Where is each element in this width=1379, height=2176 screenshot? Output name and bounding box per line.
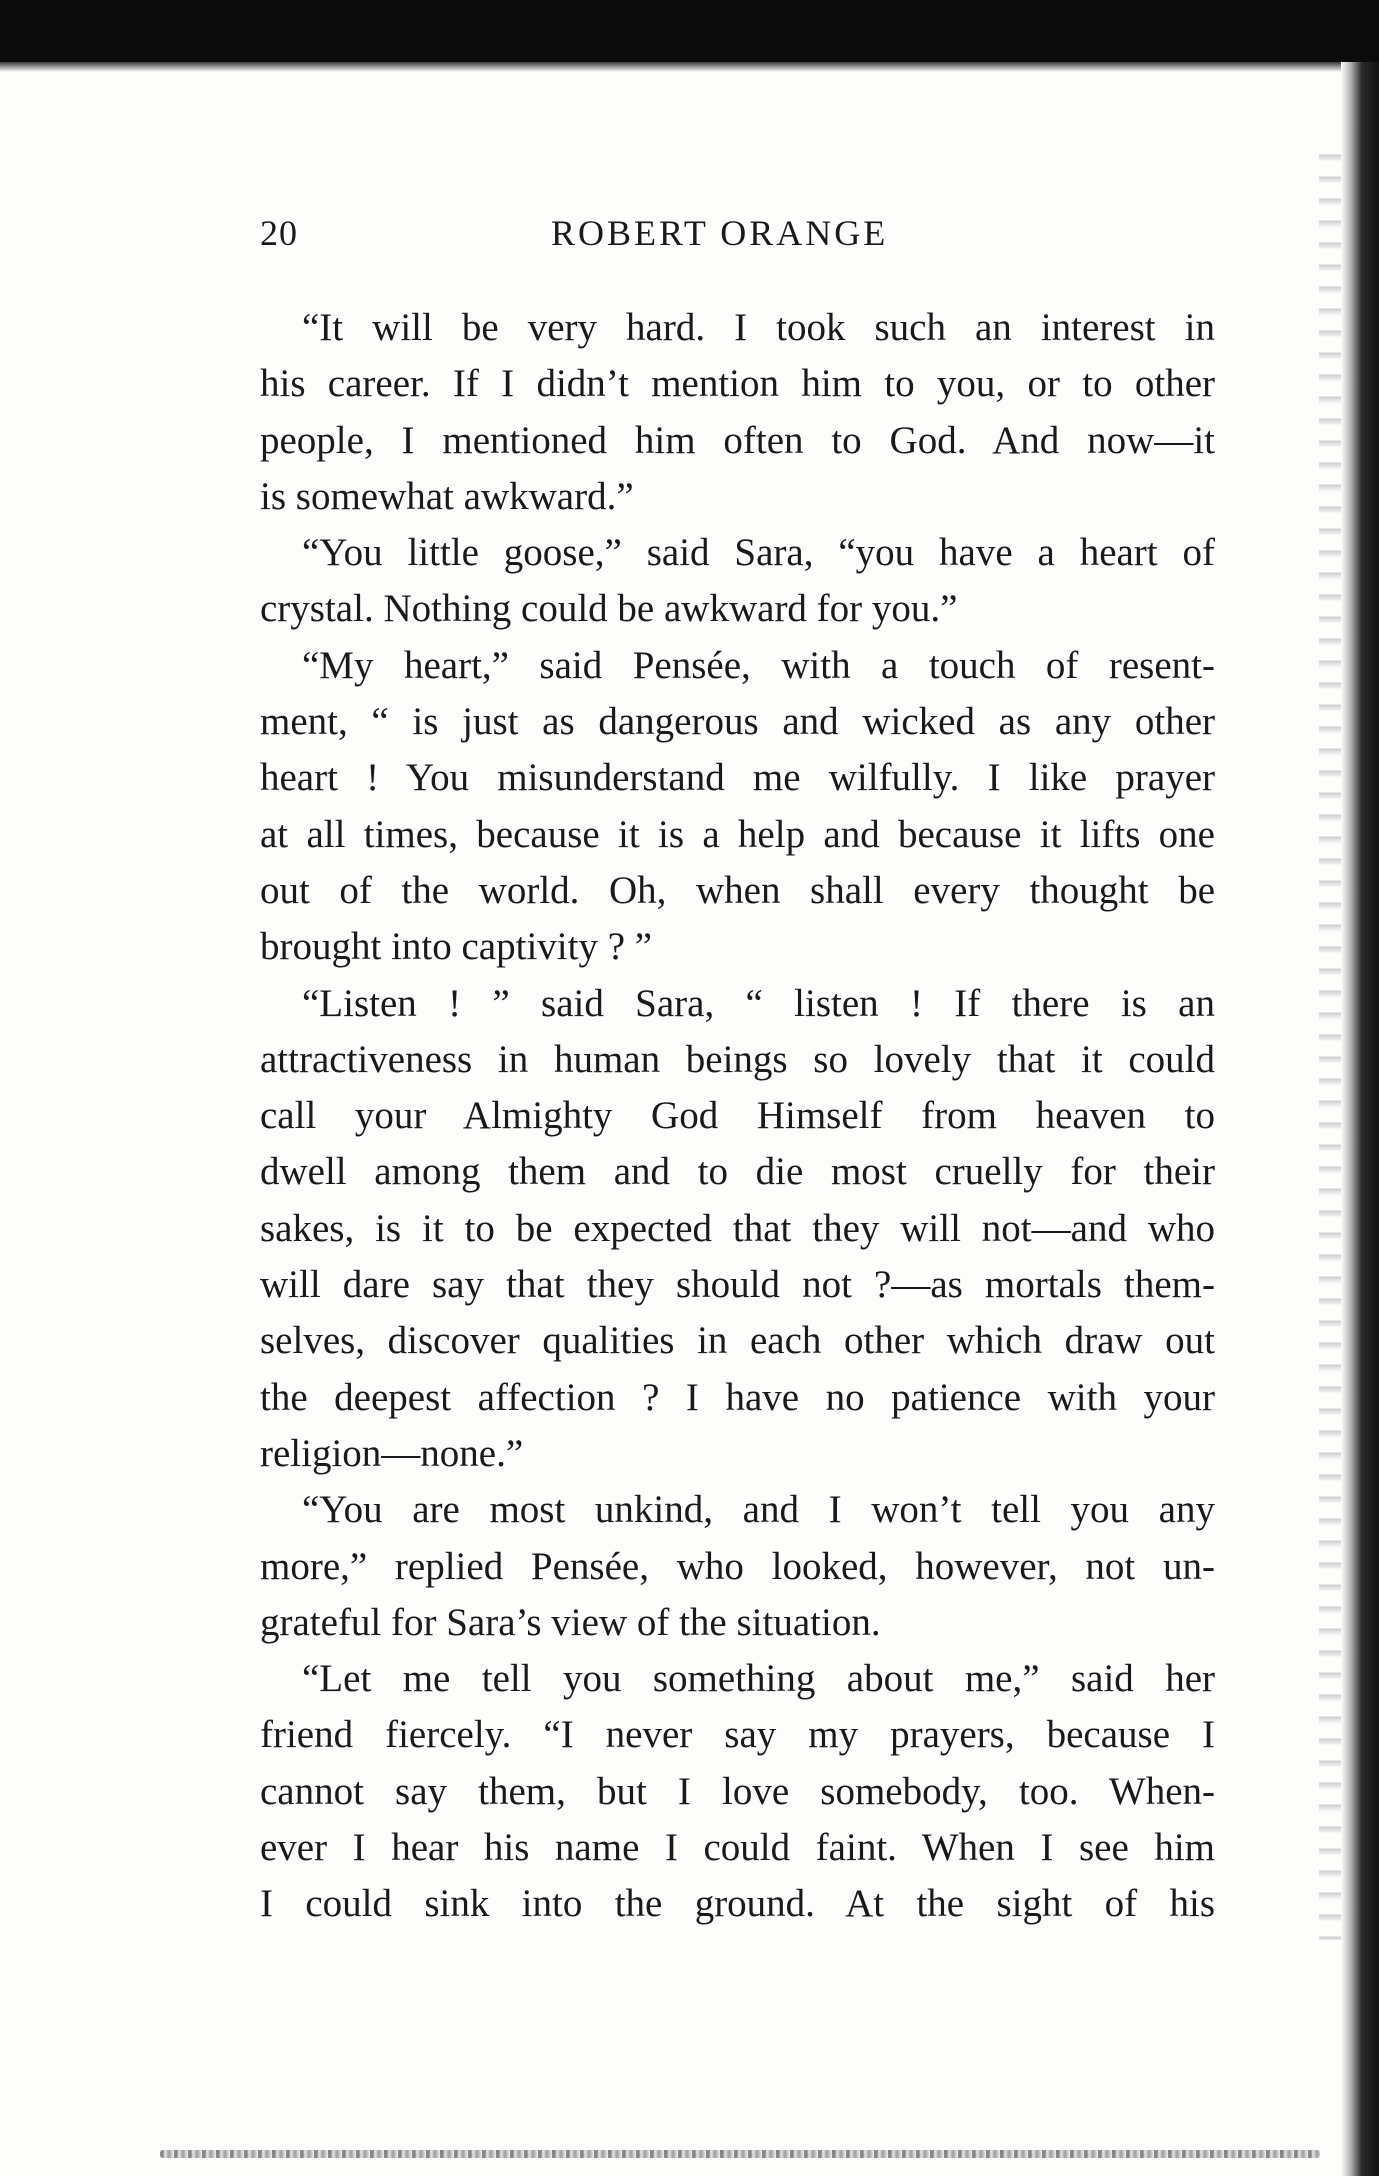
- page-number: 20: [260, 213, 298, 253]
- scan-right-noise: [1319, 140, 1341, 1940]
- scan-bottom-smudge: [160, 2150, 1320, 2158]
- text-line: heart ! You misunderstand me wilfully. I like prayer: [260, 756, 1215, 800]
- text-line: selves, discover qualities in each other which draw out: [260, 1319, 1215, 1363]
- text-line: call your Almighty God Himself from heaven to: [260, 1094, 1215, 1138]
- text-line: the deepest affection ? I have no patience with your: [260, 1375, 1215, 1419]
- text-line: out of the world. Oh, when shall every thought be: [260, 868, 1215, 912]
- text-line: will dare say that they should not ?—as mortals them-: [260, 1263, 1215, 1307]
- text-line: at all times, because it is a help and because it lifts one: [260, 812, 1215, 856]
- scan-top-shadow: [0, 62, 1379, 72]
- text-line: people, I mentioned him often to God. And now—it: [260, 418, 1215, 462]
- text-line: I could sink into the ground. At the sight of his: [260, 1882, 1215, 1926]
- text-line: “It will be very hard. I took such an interest in: [302, 306, 1215, 349]
- scan-top-border: [0, 0, 1379, 62]
- text-line: “Let me tell you something about me,” said her: [302, 1657, 1215, 1701]
- text-line: religion—none.”: [260, 1431, 524, 1475]
- text-line: “My heart,” said Pensée, with a touch of resent-: [302, 643, 1215, 687]
- text-line: “Listen ! ” said Sara, “ listen ! If there is an: [302, 981, 1215, 1025]
- text-line: brought into captivity ? ”: [260, 925, 653, 969]
- text-line: cannot say them, but I love somebody, too. When-: [260, 1769, 1215, 1813]
- text-line: more,” replied Pensée, who looked, however, not un-: [260, 1544, 1215, 1588]
- scan-right-border: [1341, 62, 1379, 2176]
- text-line: “You are most unkind, and I won’t tell you any: [302, 1488, 1215, 1532]
- text-line: crystal. Nothing could be awkward for you.”: [260, 587, 958, 631]
- text-line: ment, “ is just as dangerous and wicked as any other: [260, 700, 1215, 744]
- text-line: grateful for Sara’s view of the situation.: [260, 1600, 881, 1644]
- text-line: attractiveness in human beings so lovely that it could: [260, 1037, 1215, 1081]
- text-line: sakes, is it to be expected that they will not—and who: [260, 1206, 1215, 1250]
- text-line: friend fiercely. “I never say my prayers, because I: [260, 1713, 1215, 1757]
- text-line: is somewhat awkward.”: [260, 474, 634, 518]
- body-text: [260, 300, 1215, 1933]
- text-line: ever I hear his name I could faint. When I see him: [260, 1826, 1215, 1870]
- page-header: [260, 212, 1215, 262]
- text-line: “You little goose,” said Sara, “you have a heart of: [302, 531, 1215, 575]
- running-title: ROBERT ORANGE: [551, 213, 889, 253]
- text-line: dwell among them and to die most cruelly for their: [260, 1150, 1215, 1194]
- text-line: his career. If I didn’t mention him to you, or to other: [260, 362, 1215, 406]
